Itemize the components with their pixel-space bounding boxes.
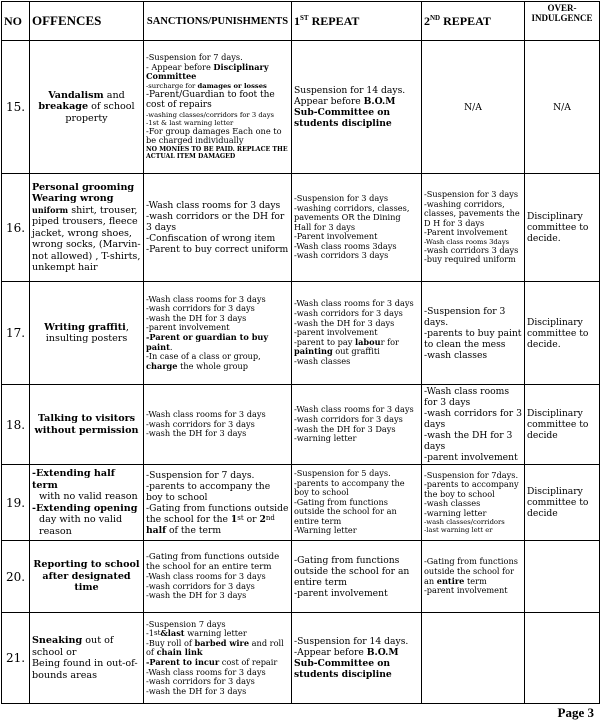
second-repeat-cell: -Suspension for 3 days -washing corridors, classes, pavements the D H for 3 days -Parent involvement -Wash class rooms 3days -wash corridors 3 days -buy required uniform xyxy=(422,174,525,282)
sanctions-cell: -Suspension for 7 days. -parents to accompany the boy to school -Gating from functions outside the school for the 1st or 2nd half of the term xyxy=(144,465,292,541)
offence-cell: Writing graffiti, insulting posters xyxy=(30,282,144,385)
offence-cell: Sneaking out of school or Being found in out-of-bounds areas xyxy=(30,613,144,704)
offence-cell: Talking to visitors without permission xyxy=(30,385,144,465)
over-indulgence-cell xyxy=(525,613,600,704)
second-repeat-cell: -Wash class rooms for 3 days -wash corridors for 3 days -wash the DH for 3 days -parent involvement xyxy=(422,385,525,465)
over-indulgence-cell: Disciplinary committee to decide. xyxy=(525,174,600,282)
row-number: 17. xyxy=(2,282,30,385)
first-repeat-cell: -Suspension for 3 days -washing corridors, classes, pavements OR the Dining Hall for 3 days -Parent involvement -Wash class rooms 3days -wash corridors 3 days xyxy=(292,174,422,282)
second-repeat-cell: N/A xyxy=(422,41,525,174)
row-number: 18. xyxy=(2,385,30,465)
row-number: 21. xyxy=(2,613,30,704)
page-number: Page 3 xyxy=(557,705,594,720)
sanctions-cell: -Suspension 7 days -1st&last warning letter -Buy roll of barbed wire and roll of chain link -Parent to incur cost of repair -Wash class rooms for 3 days -wash corridors for 3 days -wash the DH for 3 days xyxy=(144,613,292,704)
row-number: 19. xyxy=(2,465,30,541)
sanctions-cell: -Gating from functions outside the school for an entire term -Wash class rooms for 3 days -wash corridors for 3 days -wash the DH for 3 days xyxy=(144,541,292,613)
over-indulgence-cell xyxy=(525,541,600,613)
offence-cell: Reporting to school after designated time xyxy=(30,541,144,613)
table-row xyxy=(2,541,600,613)
table-row xyxy=(2,174,600,282)
over-indulgence-cell: Disciplinary committee to decide xyxy=(525,465,600,541)
sanctions-cell: -Wash class rooms for 3 days -wash corridors for 3 days -wash the DH for 3 days -parent involvement -Parent or guardian to buy paint. -In case of a class or group, charge the whole group xyxy=(144,282,292,385)
over-indulgence-cell: Disciplinary committee to decide. xyxy=(525,282,600,385)
offence-cell: Personal grooming Wearing wrong uniform shirt, trouser, piped trousers, fleece jacket, wrong shoes, wrong socks, (Marvin-not allowed) , T-shirts, unkempt hair xyxy=(30,174,144,282)
over-indulgence-cell: N/A xyxy=(525,41,600,174)
sanctions-cell: -Wash class rooms for 3 days -wash corridors or the DH for 3 days -Confiscation of wrong item -Parent to buy correct uniform xyxy=(144,174,292,282)
table-row xyxy=(2,41,600,174)
first-repeat-cell: -Gating from functions outside the school for an entire term -parent involvement xyxy=(292,541,422,613)
sanctions-cell: -Suspension for 7 days. - Appear before Disciplinary Committee -surcharge for damages or losses -Parent/Guardian to foot the cost of repairs -washing classes/corridors for 3 days -1st & last warning letter -For group damages Each one to be charged individually NO MONIES TO BE PAID. REPLACE THE ACTUAL ITEM DAMAGED xyxy=(144,41,292,174)
offence-cell: -Extending half term with no valid reason -Extending opening day with no valid reason xyxy=(30,465,144,541)
first-repeat-cell: -Wash class rooms for 3 days -wash corridors for 3 days -wash the DH for 3 Days -warning letter xyxy=(292,385,422,465)
header-over-indulgence: OVER-INDULGENCE xyxy=(525,2,600,41)
first-repeat-cell: Suspension for 14 days. Appear before B.O.M Sub-Committee on students discipline xyxy=(292,41,422,174)
header-row xyxy=(2,2,600,41)
discipline-table xyxy=(1,1,600,704)
row-number: 16. xyxy=(2,174,30,282)
row-number: 15. xyxy=(2,41,30,174)
offence-cell: Vandalism and breakage of school property xyxy=(30,41,144,174)
first-repeat-cell: -Wash class rooms for 3 days -wash corridors for 3 days -wash the DH for 3 days -parent involvement -parent to pay labour for painting out graffiti -wash classes xyxy=(292,282,422,385)
first-repeat-cell: -Suspension for 14 days. -Appear before B.O.M Sub-Committee on students discipline xyxy=(292,613,422,704)
first-repeat-cell: -Suspension for 5 days. -parents to accompany the boy to school -Gating from functions outside the school for an entire term -Warning letter xyxy=(292,465,422,541)
table-row xyxy=(2,465,600,541)
over-indulgence-cell: Disciplinary committee to decide xyxy=(525,385,600,465)
header-offences: OFFENCES xyxy=(30,2,144,41)
row-number: 20. xyxy=(2,541,30,613)
second-repeat-cell: -Gating from functions outside the school for an entire term -parent involvement xyxy=(422,541,525,613)
second-repeat-cell: -Suspension for 7days. -parents to accompany the boy to school -wash classes -warning letter -wash classes/corridors -last warning lett er xyxy=(422,465,525,541)
header-second-repeat: 2ND REPEAT xyxy=(422,2,525,41)
header-sanctions: SANCTIONS/PUNISHMENTS xyxy=(144,2,292,41)
header-no: NO xyxy=(2,2,30,41)
table-row xyxy=(2,282,600,385)
header-first-repeat: 1ST REPEAT xyxy=(292,2,422,41)
sanctions-cell: -Wash class rooms for 3 days -wash corridors for 3 days -wash the DH for 3 days xyxy=(144,385,292,465)
table-row xyxy=(2,385,600,465)
second-repeat-cell: -Suspension for 3 days. -parents to buy paint to clean the mess -wash classes xyxy=(422,282,525,385)
table-row xyxy=(2,613,600,704)
second-repeat-cell xyxy=(422,613,525,704)
